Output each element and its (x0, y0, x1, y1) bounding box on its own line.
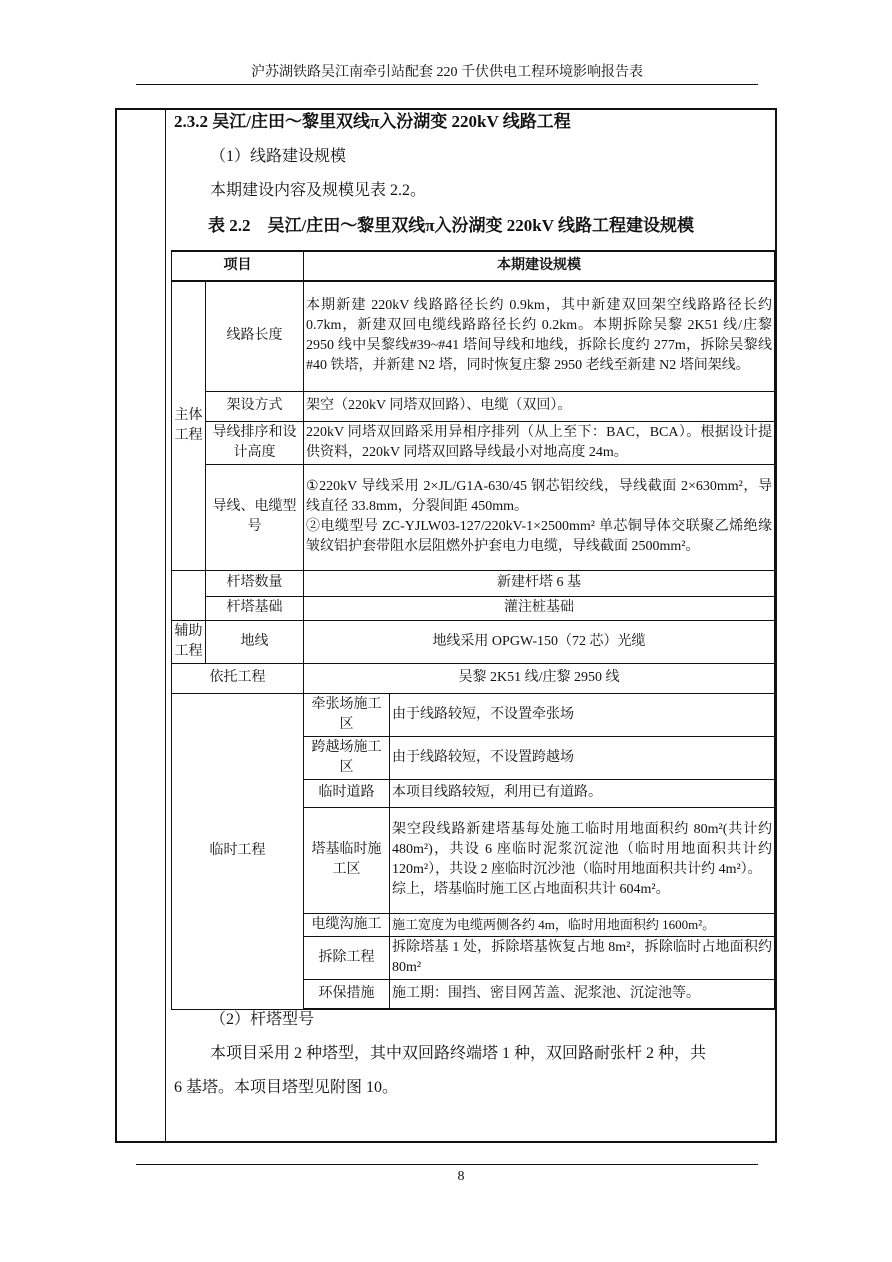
intro-text: 本期建设内容及规模见表 2.2。 (210, 182, 427, 199)
row-text-env: 施工期：围挡、密目网苫盖、泥浆池、沉淀池等。 (390, 979, 775, 1009)
conductor-text-1: ①220kV 导线采用 2×JL/G1A-630/45 钢芯铝绞线，导线截面 2×630mm²，导线直径 33.8mm，分裂间距 450mm。 (306, 479, 772, 514)
page-header: 沪苏湖铁路吴江南牵引站配套 220 千伏供电工程环境影响报告表 (251, 65, 643, 80)
section-title: 2.3.2 吴江/庄田～黎里双线π入汾湖变 220kV 线路工程 (174, 112, 571, 131)
row-label-tower-count: 杆塔数量 (206, 570, 304, 596)
group-temp: 临时工程 (172, 693, 304, 1009)
row-text-tower-count: 新建杆塔 6 基 (304, 570, 775, 596)
row-text-ground-wire: 地线采用 OPGW-150（72 芯）光缆 (304, 620, 775, 663)
row-label-temp-road: 临时道路 (304, 779, 390, 807)
row-label-demolition: 拆除工程 (304, 936, 390, 979)
table-caption: 表 2.2 吴江/庄田～黎里双线π入汾湖变 220kV 线路工程建设规模 (208, 216, 694, 235)
footer-rule (136, 1164, 758, 1165)
group-main: 主体工程 (172, 281, 206, 570)
table-row (172, 693, 775, 736)
table-row (172, 596, 775, 620)
table-header-row (172, 251, 775, 281)
row-text-erection: 架空（220kV 同塔双回路）、电缆（双回）。 (304, 391, 775, 421)
row-label-conductor: 导线、电缆型号 (206, 464, 304, 570)
row-text-conductor (304, 464, 775, 570)
conductor-text-2: ②电缆型号 ZC-YJLW03-127/220kV-1×2500mm² 单芯铜导体交联聚乙烯绝缘皱纹铝护套带阻水层阻燃外护套电力电缆，导线截面 2500mm²。 (306, 519, 772, 554)
tower-site-text-2: 综上，塔基临时施工区占地面积共计 604m²。 (392, 882, 670, 897)
construction-scale-table (171, 250, 775, 1010)
row-text-crossing-site: 由于线路较短，不设置跨越场 (390, 736, 775, 779)
row-text-tension-site: 由于线路较短，不设置牵张场 (390, 693, 775, 736)
subsection-tower-type: （2）杆塔型号 (210, 1011, 315, 1028)
row-text-tower-site (390, 807, 775, 913)
table-row (172, 663, 775, 693)
row-label-tower-foundation: 杆塔基础 (206, 596, 304, 620)
header-item: 项目 (172, 251, 304, 281)
row-label-ground-wire: 地线 (206, 620, 304, 663)
row-label-relied: 依托工程 (172, 663, 304, 693)
tower-paragraph-line-1: 本项目采用 2 种塔型，其中双回路终端塔 1 种，双回路耐张杆 2 种，共 (210, 1045, 707, 1062)
table-row (172, 620, 775, 663)
page-number: 8 (457, 1169, 465, 1184)
tower-paragraph-line-2: 6 基塔。本项目塔型见附图 10。 (174, 1079, 399, 1096)
row-label-tension-site: 牵张场施工区 (304, 693, 390, 736)
row-label-crossing-site: 跨越场施工区 (304, 736, 390, 779)
row-text-tower-foundation: 灌注桩基础 (304, 596, 775, 620)
header-scale: 本期建设规模 (304, 251, 775, 281)
row-text-demolition: 拆除塔基 1 处，拆除塔基恢复占地 8m²，拆除临时占地面积约 80m² (390, 936, 775, 979)
table-row (172, 421, 775, 464)
row-label-env: 环保措施 (304, 979, 390, 1009)
row-label-line-length: 线路长度 (206, 281, 304, 391)
tower-site-text-1: 架空段线路新建塔基每处施工临时用地面积约 80m²(共计约 480m²)，共设 6 座临时泥浆沉淀池（临时用地面积共计约 120m²），共设 2 座临时沉沙池（临时用地面积共计约 4m²）。 (392, 822, 772, 877)
group-aux: 辅助工程 (172, 620, 206, 663)
row-text-arrangement: 220kV 同塔双回路采用异相序排列（从上至下：BAC，BCA）。根据设计提供资料，220kV 同塔双回路导线最小对地高度 24m。 (304, 421, 775, 464)
row-text-line-length: 本期新建 220kV 线路路径长约 0.9km，其中新建双回架空线路路径长约 0.7km，新建双回电缆线路路径长约 0.2km。本期拆除吴黎 2K51 线/庄黎 2950 线中吴黎线#39~#41 塔间导线和地线，拆除长度约 277m，拆除吴黎线#40 铁塔，并新建 N2 塔，同时恢复庄黎 2950 老线至新建 N2 塔间架线。 (304, 281, 775, 391)
row-label-arrangement: 导线排序和设计高度 (206, 421, 304, 464)
group-main-cont (172, 570, 206, 620)
table-row (172, 570, 775, 596)
row-label-trench: 电缆沟施工 (304, 913, 390, 936)
subsection-line-scale: （1）线路建设规模 (210, 148, 347, 165)
table-row (172, 464, 775, 570)
row-text-temp-road: 本项目线路较短，利用已有道路。 (390, 779, 775, 807)
row-text-relied: 吴黎 2K51 线/庄黎 2950 线 (304, 663, 775, 693)
table-row (172, 281, 775, 391)
header-rule (136, 84, 758, 85)
table-row (172, 391, 775, 421)
frame-divider (165, 108, 166, 1143)
row-label-erection: 架设方式 (206, 391, 304, 421)
row-label-tower-site: 塔基临时施工区 (304, 807, 390, 913)
row-text-trench: 施工宽度为电缆两侧各约 4m，临时用地面积约 1600m²。 (390, 913, 775, 936)
